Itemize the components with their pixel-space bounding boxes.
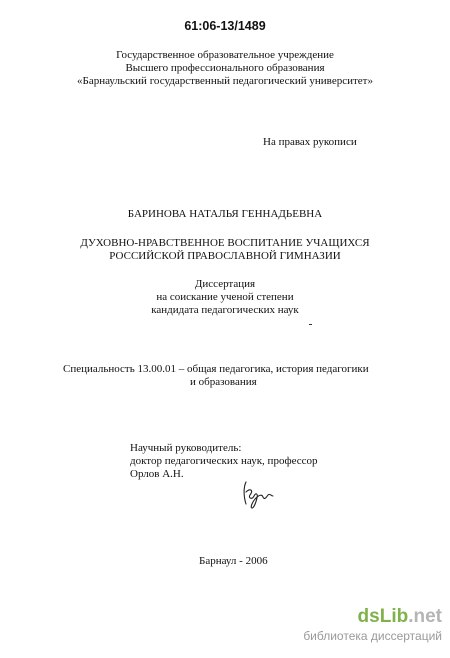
degree-line: на соискание ученой степени bbox=[156, 291, 294, 303]
work-type: Диссертация bbox=[194, 278, 256, 290]
institution-line-3: «Барнаульский государственный педагогический университет» bbox=[77, 75, 373, 87]
handwritten-signature bbox=[240, 478, 280, 510]
advisor-label: Научный руководитель: bbox=[130, 442, 242, 454]
rights-notice: На правах рукописи bbox=[263, 136, 357, 148]
place-and-year: Барнаул - 2006 bbox=[199, 555, 268, 567]
dissertation-title-line-2: РОССИЙСКОЙ ПРАВОСЛАВНОЙ ГИМНАЗИИ bbox=[109, 250, 341, 262]
institution-line-2: Высшего профессионального образования bbox=[125, 62, 325, 74]
dissertation-title-line-1: ДУХОВНО-НРАВСТВЕННОЕ ВОСПИТАНИЕ УЧАЩИХСЯ bbox=[80, 237, 370, 249]
institution-line-1: Государственное образовательное учреждение bbox=[116, 49, 334, 61]
specialty-line-1: Специальность 13.00.01 – общая педагогика, история педагогики bbox=[63, 363, 369, 375]
dslib-watermark bbox=[303, 606, 442, 643]
dslib-subtitle: библиотека диссертаций bbox=[303, 629, 442, 643]
specialty-line-2: и образования bbox=[190, 376, 257, 388]
dslib-logo: dsLib.net bbox=[357, 606, 442, 627]
degree-field: кандидата педагогических наук bbox=[151, 304, 299, 316]
stray-mark bbox=[309, 324, 312, 325]
archive-stamp: 61:06-13/1489 bbox=[184, 19, 266, 33]
advisor-name: Орлов А.Н. bbox=[130, 468, 184, 480]
author-name: БАРИНОВА НАТАЛЬЯ ГЕННАДЬЕВНА bbox=[127, 208, 323, 220]
advisor-degree: доктор педагогических наук, профессор bbox=[130, 455, 318, 467]
